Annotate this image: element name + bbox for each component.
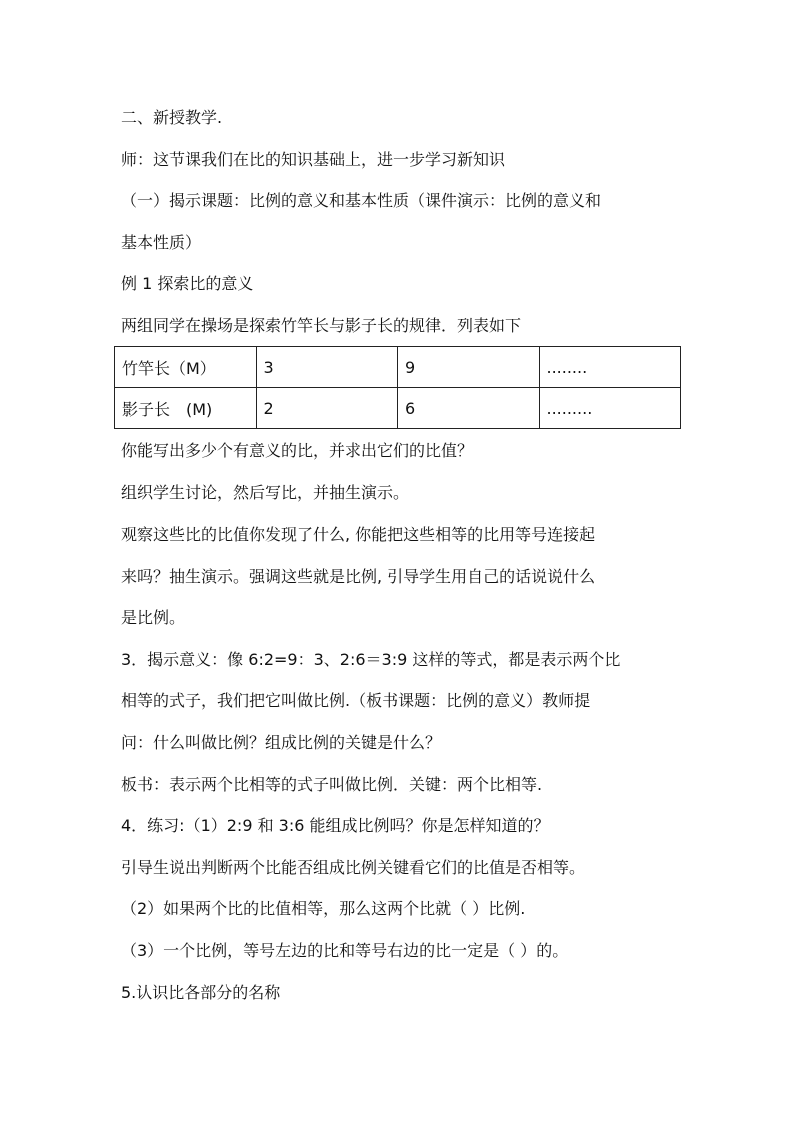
paragraph-line: 3．揭示意义：像 6:2=9：3、2:6＝3:9 这样的等式，都是表示两个比 [121,650,621,669]
paragraph-line: 相等的式子，我们把它叫做比例.（板书课题：比例的意义）教师提 [121,691,591,710]
paragraph-line: 是比例。 [121,608,186,627]
paragraph-line: 师：这节课我们在比的知识基础上，进一步学习新知识 [121,150,506,169]
table-cell: 3 [256,347,398,388]
paragraph-line: （2）如果两个比的比值相等，那么这两个比就（ ）比例. [121,899,526,918]
paragraph-line: 基本性质） [121,233,202,252]
table-cell: ........ [539,347,681,388]
paragraph-line: 4．练习:（1）2:9 和 3:6 能组成比例吗？你是怎样知道的？ [121,816,550,835]
table-cell: 影子长 (M) [115,388,257,429]
section-heading: 二、新授教学. [121,108,223,127]
table-row [115,388,681,429]
table-row [115,347,681,388]
paragraph-line: 观察这些比的比值你发现了什么, 你能把这些相等的比用等号连接起 [121,525,596,544]
data-table [114,346,681,429]
paragraph-line: 你能写出多少个有意义的比，并求出它们的比值？ [121,441,474,460]
table-cell: 竹竿长（M） [115,347,257,388]
paragraph-line: 板书：表示两个比相等的式子叫做比例．关键：两个比相等. [121,775,543,794]
table-cell: 6 [398,388,540,429]
table-cell: 2 [256,388,398,429]
paragraph-line: （3）一个比例，等号左边的比和等号右边的比一定是（ ）的。 [121,941,569,960]
paragraph-line: 两组同学在操场是探索竹竿长与影子长的规律．列表如下 [121,316,522,335]
example-heading: 例 1 探索比的意义 [121,274,254,293]
paragraph-line: 来吗？抽生演示。强调这些就是比例, 引导学生用自己的话说说什么 [121,567,596,586]
paragraph-line: 引导生说出判断两个比能否组成比例关键看它们的比值是否相等。 [121,858,586,877]
paragraph-line: （一）揭示课题：比例的意义和基本性质（课件演示：比例的意义和 [121,191,602,210]
table-cell: ......... [539,388,681,429]
paragraph-line: 组织学生讨论，然后写比，并抽生演示。 [121,483,410,502]
paragraph-line: 5.认识比各部分的名称 [121,983,281,1002]
paragraph-line: 问：什么叫做比例？组成比例的关键是什么？ [121,733,442,752]
table-cell: 9 [398,347,540,388]
